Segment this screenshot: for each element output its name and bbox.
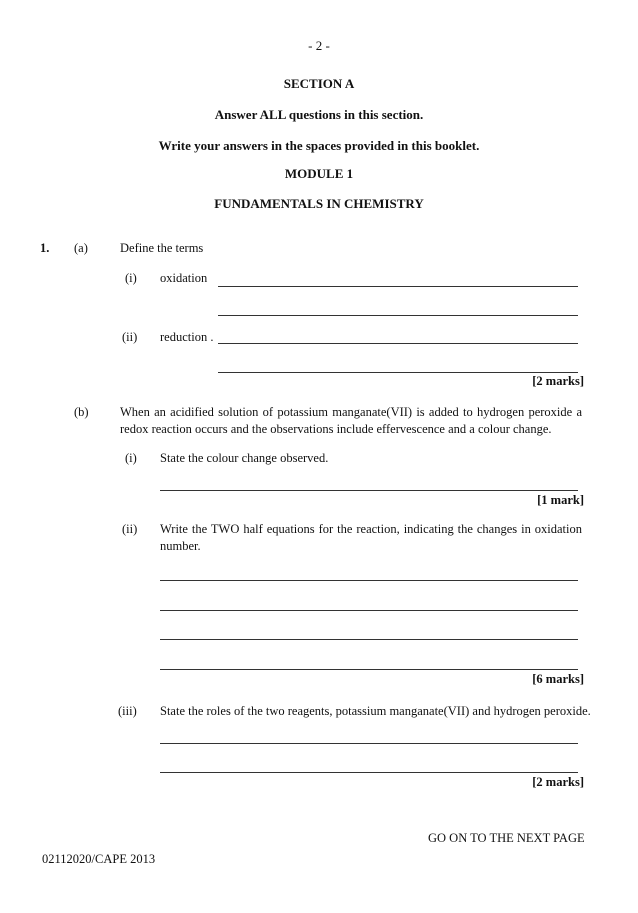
question-number: 1. <box>40 241 50 255</box>
part-a-prompt: Define the terms <box>120 241 204 255</box>
part-b-ii-label: (ii) <box>122 522 138 536</box>
part-b-iii-label: (iii) <box>118 704 137 718</box>
part-a-i-text: oxidation <box>160 271 208 285</box>
module-title: FUNDAMENTALS IN CHEMISTRY <box>214 196 424 211</box>
answer-line[interactable] <box>160 743 578 744</box>
answer-line[interactable] <box>218 343 578 344</box>
part-b-i-label: (i) <box>125 451 137 465</box>
marks-label: [6 marks] <box>532 672 584 686</box>
answer-line[interactable] <box>218 372 578 373</box>
section-instruction-1: Answer ALL questions in this section. <box>214 107 424 122</box>
part-b-i-text: State the colour change observed. <box>160 451 329 465</box>
answer-line[interactable] <box>160 490 578 491</box>
answer-line[interactable] <box>218 315 578 316</box>
part-a-ii-text: reduction . <box>160 330 214 344</box>
page-number: - 2 - <box>308 38 330 53</box>
part-a-label: (a) <box>74 241 88 255</box>
part-a-ii-label: (ii) <box>122 330 138 344</box>
part-b-ii-text: Write the TWO half equations for the reaction, indicating the changes in oxidation number. <box>160 522 582 553</box>
answer-line[interactable] <box>160 772 578 773</box>
part-a-i-label: (i) <box>125 271 137 285</box>
paper-code: 02112020/CAPE 2013 <box>42 852 156 866</box>
next-page-note: GO ON TO THE NEXT PAGE <box>428 831 585 845</box>
answer-line[interactable] <box>160 669 578 670</box>
marks-label: [2 marks] <box>532 775 584 789</box>
part-b-iii-text: State the roles of the two reagents, potassium manganate(VII) and hydrogen peroxide. <box>160 704 591 718</box>
part-b-label: (b) <box>74 405 89 419</box>
marks-label: [2 marks] <box>532 374 584 388</box>
part-b-prompt: When an acidified solution of potassium manganate(VII) is added to hydrogen peroxide a redox reaction occurs and the observations include effervescence and a colour change. <box>120 405 582 436</box>
marks-label: [1 mark] <box>537 493 584 507</box>
section-instruction-2: Write your answers in the spaces provided in this booklet. <box>158 138 480 153</box>
answer-line[interactable] <box>160 610 578 611</box>
module-label: MODULE 1 <box>284 166 354 181</box>
answer-line[interactable] <box>160 639 578 640</box>
answer-line[interactable] <box>160 580 578 581</box>
section-title: SECTION A <box>283 76 355 91</box>
answer-line[interactable] <box>218 286 578 287</box>
